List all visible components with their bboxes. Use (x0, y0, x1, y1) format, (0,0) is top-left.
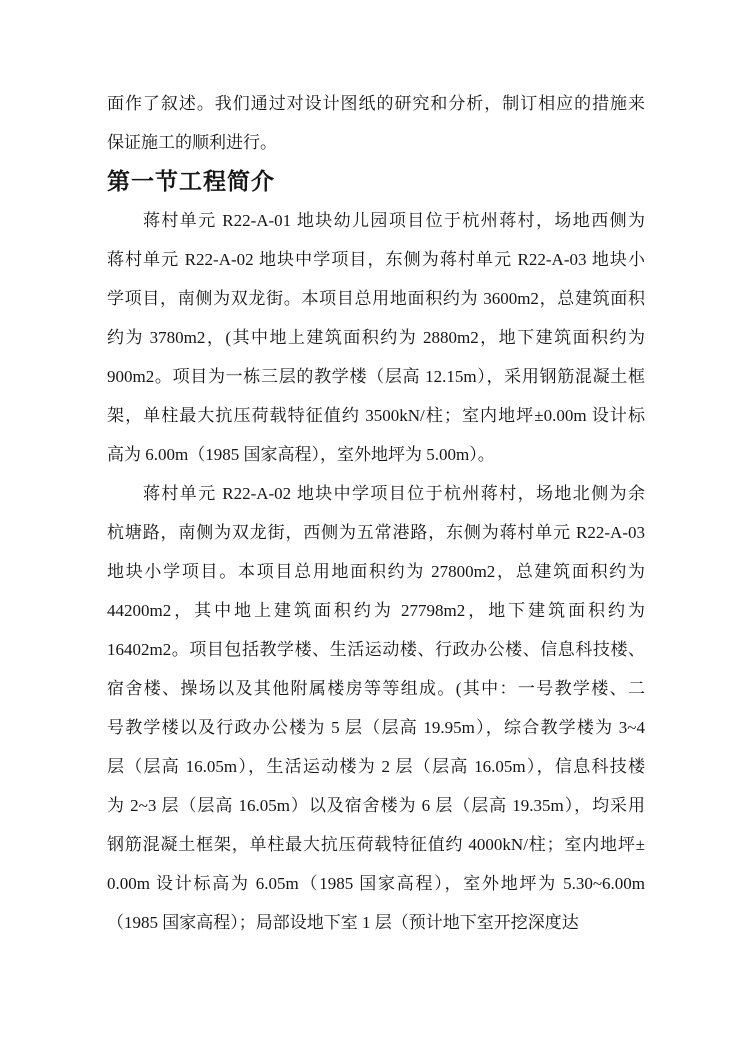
text-line: 16402m2。项目包括教学楼、生活运动楼、行政办公楼、信息科技楼、 (107, 640, 645, 659)
text-line: 号教学楼以及行政办公楼为 5 层（层高 19.95m），综合教学楼为 3~4 (107, 718, 645, 737)
text-line: 高为 6.00m（1985 国家高程），室外地坪为 5.00m）。 (107, 445, 495, 464)
text-line: 蒋村单元 R22-A-02 地块中学项目，东侧为蒋村单元 R22-A-03 地块小 (107, 250, 645, 269)
text-line: 地块小学项目。本项目总用地面积约为 27800m2，总建筑面积约为 (107, 562, 645, 581)
text-line: 为 2~3 层（层高 16.05m）以及宿舍楼为 6 层（层高 19.35m），均采用 (107, 796, 645, 815)
text-line: 900m2。项目为一栋三层的教学楼（层高 12.15m），采用钢筋混凝土框 (107, 367, 645, 386)
text-line: 蒋村单元 R22-A-01 地块幼儿园项目位于杭州蒋村，场地西侧为 (143, 211, 645, 230)
text-line: （1985 国家高程）；局部设地下室 1 层（预计地下室开挖深度达 (107, 913, 579, 932)
text-line: 层（层高 16.05m），生活运动楼为 2 层（层高 16.05m），信息科技楼 (107, 757, 645, 776)
text-line: 宿舍楼、操场以及其他附属楼房等等组成。(其中：一号教学楼、二 (107, 679, 645, 698)
text-line: 面作了叙述。我们通过对设计图纸的研究和分析，制订相应的措施来 (107, 94, 645, 113)
text-line: 约为 3780m2，(其中地上建筑面积约为 2880m2，地下建筑面积约为 (107, 328, 645, 347)
section-heading: 第一节工程简介 (107, 169, 275, 194)
paragraph-middle-school-project (107, 474, 645, 942)
text-line: 钢筋混凝土框架，单柱最大抗压荷载特征值约 4000kN/柱；室内地坪± (107, 835, 645, 854)
text-line: 架，单柱最大抗压荷载特征值约 3500kN/柱；室内地坪±0.00m 设计标 (107, 406, 645, 425)
document-body (107, 84, 645, 942)
text-line: 44200m2，其中地上建筑面积约为 27798m2，地下建筑面积约为 (107, 601, 645, 620)
text-line: 蒋村单元 R22-A-02 地块中学项目位于杭州蒋村，场地北侧为余 (143, 484, 645, 503)
text-line: 杭塘路，南侧为双龙街，西侧为五常港路，东侧为蒋村单元 R22-A-03 (107, 523, 645, 542)
paragraph-kindergarten-project (107, 201, 645, 474)
text-line: 保证施工的顺利进行。 (107, 133, 277, 152)
text-line: 学项目，南侧为双龙街。本项目总用地面积约为 3600m2，总建筑面积 (107, 289, 645, 308)
intro-paragraph (107, 84, 645, 162)
text-line: 0.00m 设计标高为 6.05m（1985 国家高程），室外地坪为 5.30~6.00m (107, 874, 645, 893)
